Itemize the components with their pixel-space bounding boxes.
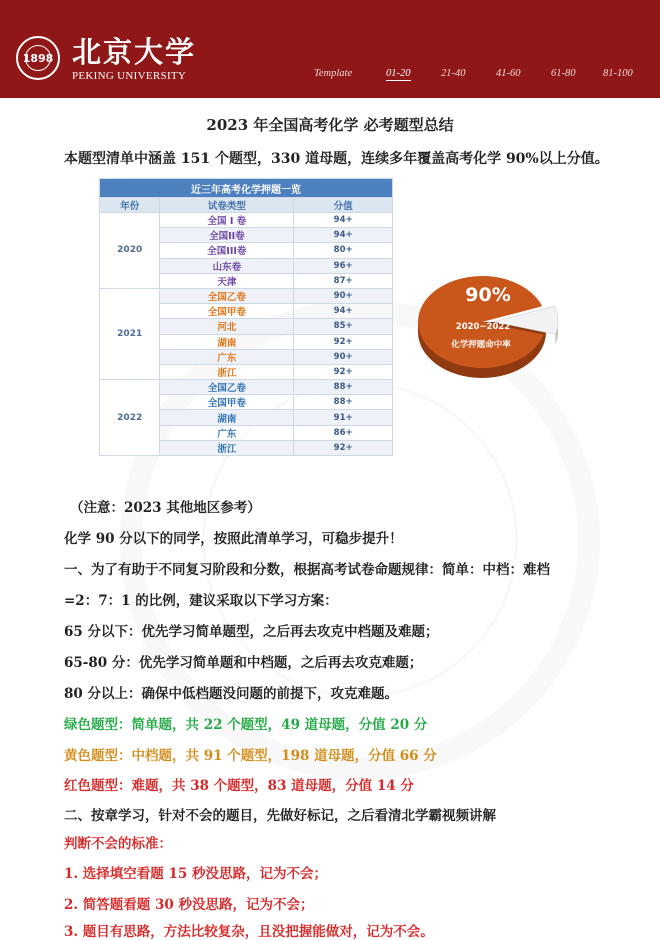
column-header: 分值: [294, 198, 393, 213]
text-line: 绿色题型：简单题，共 22 个题型，49 道母题，分值 20 分: [64, 717, 428, 733]
score-cell: 87+: [294, 273, 393, 288]
nav-item-61-80[interactable]: 61-80: [551, 68, 576, 79]
score-cell: 91+: [294, 410, 393, 425]
nav-item-21-40[interactable]: 21-40: [441, 68, 466, 79]
year-cell: 2020: [100, 213, 160, 289]
score-cell: 88+: [294, 395, 393, 410]
score-cell: 92+: [294, 364, 393, 379]
text-line: 1. 选择填空看题 15 秒没思路，记为不会；: [64, 866, 327, 882]
score-cell: 90+: [294, 288, 393, 303]
nav-item-01-20[interactable]: 01-20: [386, 68, 411, 79]
text-line: 2. 简答题看题 30 秒没思路，记为不会；: [64, 897, 314, 913]
text-line: 化学 90 分以下的同学，按照此清单学习，可稳步提升！: [64, 531, 403, 547]
table-row: [100, 213, 393, 228]
exam-cell: 全国III卷: [160, 243, 294, 258]
page-header: [0, 0, 660, 98]
scores-table: [99, 178, 393, 456]
score-cell: 94+: [294, 304, 393, 319]
exam-cell: 山东卷: [160, 258, 294, 273]
pie-caption-label: 化学押题命中率: [451, 340, 511, 350]
exam-cell: 天津: [160, 273, 294, 288]
table-caption: 近三年高考化学押题一览: [100, 179, 393, 198]
exam-cell: 全国 I 卷: [160, 213, 294, 228]
text-line: 黄色题型：中档题，共 91 个题型，198 道母题，分值 66 分: [64, 748, 437, 764]
exam-cell: 全国乙卷: [160, 380, 294, 395]
score-cell: 80+: [294, 243, 393, 258]
score-cell: 90+: [294, 349, 393, 364]
pie-period-label: 2020~2022: [455, 322, 511, 332]
exam-cell: 全国甲卷: [160, 304, 294, 319]
score-cell: 96+: [294, 258, 393, 273]
exam-cell: 浙江: [160, 364, 294, 379]
seal-inner: 1898: [25, 45, 51, 71]
exam-cell: 河北: [160, 319, 294, 334]
page-title: 2023 年全国高考化学 必考题型总结: [206, 116, 454, 134]
intro-text: 本题型清单中涵盖 151 个题型，330 道母题，连续多年覆盖高考化学 90%以上分值。: [64, 151, 609, 167]
score-cell: 92+: [294, 440, 393, 455]
hit-rate-pie: [414, 270, 574, 390]
exam-cell: 湖南: [160, 334, 294, 349]
score-cell: 92+: [294, 334, 393, 349]
logo-english-name: PEKING UNIVERSITY: [72, 70, 187, 82]
text-line: （注意：2023 其他地区参考）: [70, 500, 261, 516]
score-cell: 94+: [294, 213, 393, 228]
exam-cell: 湖南: [160, 410, 294, 425]
text-line: 二、按章学习，针对不会的题目，先做好标记，之后看清北学霸视频讲解: [64, 808, 496, 824]
pie-percent-label: 90%: [465, 284, 511, 306]
nav-item-41-60[interactable]: 41-60: [496, 68, 521, 79]
text-line: 80 分以上：确保中低档题没问题的前提下，攻克难题。: [64, 686, 398, 702]
year-cell: 2022: [100, 380, 160, 456]
score-cell: 88+: [294, 380, 393, 395]
exam-cell: 全国乙卷: [160, 288, 294, 303]
exam-cell: 广东: [160, 425, 294, 440]
year-cell: 2021: [100, 288, 160, 379]
column-header: 试卷类型: [160, 198, 294, 213]
exam-cell: 全国甲卷: [160, 395, 294, 410]
text-line: 65-80 分：优先学习简单题和中档题，之后再去攻克难题；: [64, 655, 423, 671]
university-seal-icon: [16, 36, 60, 80]
table-row: [100, 380, 393, 395]
nav-item-template[interactable]: Template: [314, 68, 353, 79]
text-line: 一、为了有助于不同复习阶段和分数，根据高考试卷命题规律：简单：中档：难档: [64, 562, 550, 578]
text-line: =2：7：1 的比例，建议采取以下学习方案：: [64, 593, 338, 609]
text-line: 红色题型：难题，共 38 个题型，83 道母题，分值 14 分: [64, 778, 414, 794]
text-line: 65 分以下：优先学习简单题型，之后再去攻克中档题及难题；: [64, 624, 439, 640]
nav-item-81-100[interactable]: 81-100: [603, 68, 633, 79]
exam-cell: 浙江: [160, 440, 294, 455]
exam-cell: 全国II卷: [160, 228, 294, 243]
score-cell: 85+: [294, 319, 393, 334]
exam-cell: 广东: [160, 349, 294, 364]
score-cell: 94+: [294, 228, 393, 243]
table-row: [100, 288, 393, 303]
score-cell: 86+: [294, 425, 393, 440]
column-header: 年份: [100, 198, 160, 213]
text-line: 3. 题目有思路，方法比较复杂，且没把握能做对，记为不会。: [64, 924, 434, 940]
text-line: 判断不会的标准：: [64, 836, 172, 852]
logo-chinese-name: 北京大学: [72, 35, 197, 69]
